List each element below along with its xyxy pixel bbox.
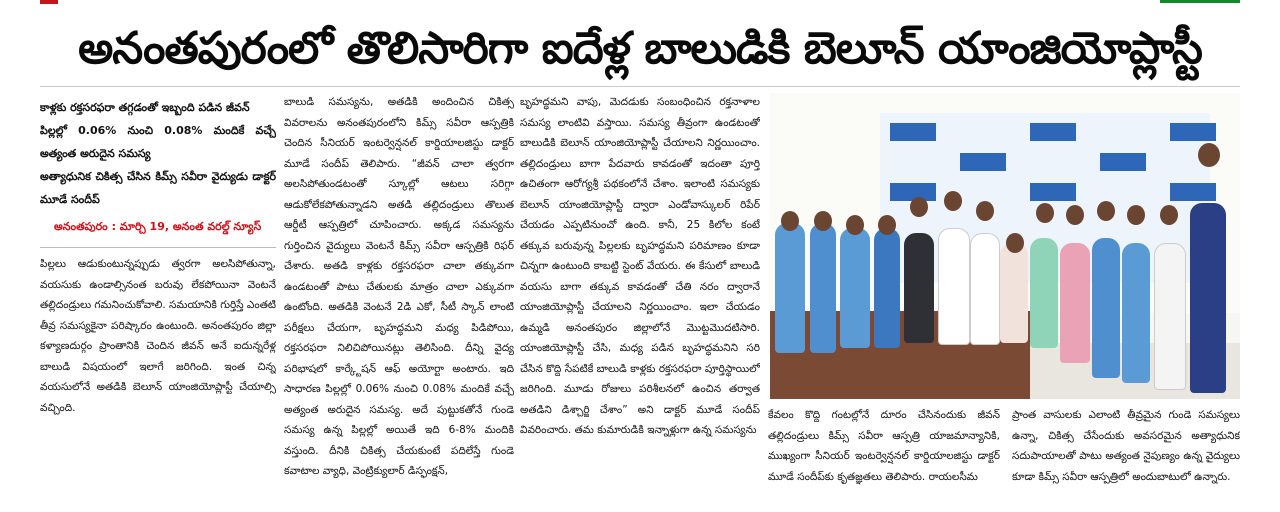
column-4 <box>768 405 1000 505</box>
photo-person <box>1060 243 1090 363</box>
photo-person <box>874 228 900 348</box>
headline-divider <box>40 86 1240 87</box>
photo-logo <box>1170 123 1216 141</box>
photo-person-head <box>878 215 896 235</box>
deck-line-1: కాళ్లకు రక్తసరఫరా తగ్గడంతో ఇబ్బంది పడిన జీవన్ <box>40 101 250 114</box>
article-text-col3: బృహద్ధమని వాపు, మెదడుకు సంబంధించిన రక్తనాళాల సమస్య లాంటివి వస్తాయి. సమస్య తీవ్రంగా ఉండటంతో బాలుడికి బెలూన్ యాంజియోప్లాస్టీ చేయాలని నిర్ణయించాం. తల్లిదండ్రులు బాగా పేదవారు కావడంతో ఇదంతా పూర్తి ఉచితంగా ఆరోగ్యశ్రీ పథకంలోనే చేశాం. ఇలాంటి సమస్యకు బెలూన్ యాంజియోప్లాస్టీ ద్వారా ఎండోవాస్కులర్ రిపేర్ చేయడం ఎప్పటినుంచో ఉంది. కానీ, 25 కిలోల కంటే తక్కువ బరువున్న పిల్లలకు బృహద్ధమని పరిమాణం కూడా చిన్నగా ఉంటుంది కాబట్టి స్టెంట్ వేయరు. ఈ కేసులో బాలుడి వయసు బాగా తక్కువ కావడంతో చేతి నరం ద్వారానే యాంజియోప్లాస్టీ చేయాలని నిర్ణయించాం. ఇలా చేయడం ఉమ్మడి అనంతపురం జిల్లాలోనే మొట్టమొదటిసారి. యాంజియోప్లాస్టీ చేసి, మధ్య పడిన బృహద్ధమనిని సరి చేసిన కొద్ది సేపటికే బాలుడి కాళ్లకు రక్తసరఫరా పూర్తిస్థాయిలో జరిగింది. మూడు రోజులు పరిశీలనలో ఉంచిన తర్వాత అతడిని డిశ్చార్జి చేశాం” అని డాక్టర్ మూడే సందీప్ వివరించారు. తమ కుమారుడికి ఇన్నాళ్లుగా ఉన్న సమస్యను <box>520 96 760 436</box>
photo-person-head <box>976 201 994 221</box>
photo-person-head <box>1006 233 1024 253</box>
deck-line-2: పిల్లల్లో 0.06% నుంచి 0.08% మందికే వచ్చే అత్యంత అరుదైన సమస్య <box>40 124 276 160</box>
photo-person-head <box>910 197 928 217</box>
photo-person-head <box>1198 143 1220 167</box>
photo-person <box>938 228 970 345</box>
photo-person-head <box>1127 205 1145 225</box>
photo-person-head <box>1066 205 1084 225</box>
photo-person-head <box>814 211 832 231</box>
article-text-col4: కేవలం కొద్ది గంటల్లోనే దూరం చేసినందుకు జీవన్ తల్లిదండ్రులు కిమ్స్ సవీరా ఆస్పత్రి యాజమాన్యానికి, ముఖ్యంగా సీనియర్ ఇంటర్వెన్షనల్ కార్డియాలజిస్టు డాక్టర్ మూడే సందీప్‌కు కృతజ్ఞతలు తెలిపారు. రాయలసీమ <box>768 409 1000 483</box>
photo-person <box>775 223 805 353</box>
photo-logo <box>1100 153 1146 171</box>
column-1 <box>40 96 276 506</box>
photo-person-head <box>781 211 799 231</box>
article-text-col5: ప్రాంత వాసులకు ఎలాంటి తీవ్రమైన గుండె సమస్యలు ఉన్నా, చికిత్స చేసేందుకు అవసరమైన అత్యాధునిక సదుపాయాలతో పాటు అత్యంత నైపుణ్యం ఉన్న వైద్యులు కూడా కిమ్స్ సవీరా ఆస్పత్రిలో అందుబాటులో ఉన్నారు. <box>1012 409 1240 483</box>
photo-person-head <box>1036 203 1054 223</box>
photo-person <box>970 233 1000 345</box>
headline: అనంతపురంలో తొలిసారిగా ఐదేళ్ల బాలుడికి బెలూన్ యాంజియోప్లాస్టీ <box>78 23 1202 74</box>
photo-person <box>1030 238 1058 348</box>
photo-person <box>840 228 870 348</box>
dateline: అనంతపురం : మార్చి 19, అనంత వరల్డ్ న్యూస్ <box>54 220 262 233</box>
photo-person-head <box>1097 201 1115 221</box>
photo-person-head <box>1160 205 1178 225</box>
photo-logo <box>1030 183 1076 201</box>
red-accent-mark <box>40 0 58 4</box>
column-2 <box>284 92 514 502</box>
top-color-strip <box>0 0 1280 5</box>
photo-person-head <box>944 191 962 211</box>
photo-logo <box>1030 123 1076 141</box>
photo-person <box>1092 238 1120 378</box>
photo-person <box>1000 243 1028 343</box>
dateline-divider <box>40 247 276 248</box>
deck <box>40 96 276 211</box>
column-5 <box>1012 405 1240 505</box>
photo-person <box>1154 243 1186 390</box>
photo-person <box>810 223 836 353</box>
photo-logo <box>1170 183 1216 201</box>
news-photo <box>770 93 1240 399</box>
photo-person <box>904 233 934 343</box>
photo-person-head <box>846 215 864 235</box>
photo-person <box>1190 203 1226 393</box>
photo-logo <box>960 153 1006 171</box>
article-text-col1: పిల్లలు ఆడుకుంటున్నప్పుడు త్వరగా అలసిపోతున్నా, వయసుకు ఉండాల్సినంత బరువు లేకపోయినా వెంటనే తల్లిదండ్రులు గమనించుకోవాలి. సమయానికి గుర్తిస్తే ఎంతటి తీవ్ర సమస్యకైనా పరిష్కారం ఉంటుంది. అనంతపురం జిల్లా కళ్యాణదుర్గం ప్రాంతానికి చెందిన జీవన్ అనే ఐదున్నరేళ్ల బాలుడి విషయంలో ఇలాగే జరిగింది. ఇంత చిన్న వయసులోనే అతడికి బెలూన్ యాంజియోప్లాస్టీ చేయాల్సి వచ్చింది. <box>40 258 276 414</box>
article-text-col2: బాలుడి సమస్యను, అతడికి అందించిన చికిత్స వివరాలను అనంతపురంలోని కిమ్స్ సవీరా ఆస్పత్రికి చెందిన సీనియర్ ఇంటర్వెన్షనల్ కార్డియాలజిస్టు డాక్టర్ మూడే సందీప్ తెలిపారు. “జీవన్ చాలా త్వరగా అలసిపోతుండటంతో స్కూల్లో ఆటలు సరిగ్గా ఆడుకోలేకపోతున్నాడని అతడి తల్లిదండ్రులు తొలుత ఆర్డీటీ ఆస్పత్రిలో చూపించారు. అక్కడ సమస్యను గుర్తించిన వైద్యులు వెంటనే కిమ్స్ సవీరా ఆస్పత్రికి రిఫర్ చేశారు. అతడి కాళ్లకు రక్తసరఫరా చాలా తక్కువగా ఉండటంతో పాటు చేతులకు మాత్రం చాలా ఎక్కువగా ఉంటోంది. అతడికి వెంటనే 2డి ఎకో, సీటీ స్కాన్ లాంటి పరీక్షలు చేయగా, బృహద్ధమని మధ్య పిడిపోయి, రక్తసరఫరా నిలిచిపోయినట్లు తెలిసింది. దీన్ని వైద్య పరిభాషలో కార్క్టేషన్ ఆఫ్ అయోర్టా అంటారు. ఇది సాధారణ పిల్లల్లో 0.06% నుంచి 0.08% మందికే వచ్చే అత్యంత అరుదైన సమస్య. అదే పుట్టుకతోనే గుండె సమస్య ఉన్న పిల్లల్లో అయితే ఇది 6-8% మందికి వస్తుంది. దీనికి చికిత్స చేయకుంటే పదిలేస్తే గుండె కవాటాల వ్యాధి, వెంట్రిక్యులార్ డిస్ఫంక్షన్, <box>284 96 514 477</box>
deck-line-3: అత్యాధునిక చికిత్స చేసిన కిమ్స్ సవీరా వైద్యుడు డాక్టర్ మూడే సందీప్ <box>40 170 276 206</box>
green-accent-mark <box>1160 0 1240 3</box>
photo-person <box>1122 243 1150 383</box>
photo-logo <box>890 123 936 141</box>
column-3 <box>520 92 760 502</box>
